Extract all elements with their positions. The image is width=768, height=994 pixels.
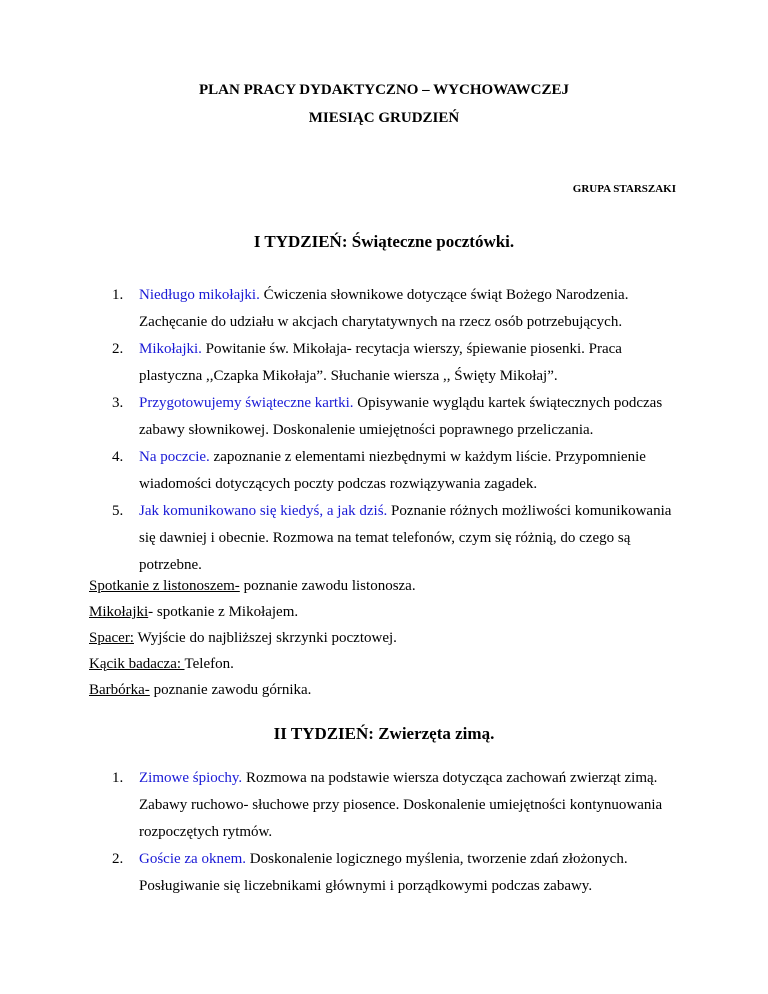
list-item (112, 765, 682, 846)
event-row (89, 651, 416, 677)
event-label: Spacer: (89, 630, 134, 646)
list-item (112, 498, 682, 579)
item-description: Powitanie św. Mikołaja- recytacja wierszy, śpiewanie piosenki. Praca plastyczna ,,Czapka Mikołaja”. Słuchanie wiersza ,, Święty Mikołaj”. (139, 341, 622, 384)
event-text: - spotkanie z Mikołajem. (148, 604, 299, 620)
event-label: Barbórka- (89, 682, 150, 698)
list-item (112, 390, 682, 444)
item-description: zapoznanie z elementami niezbędnymi w każdym liście. Przypomnienie wiadomości dotyczących poczty podczas rozwiązywania zagadek. (139, 449, 646, 492)
event-text: Wyjście do najbliższej skrzynki pocztowej. (133, 630, 397, 646)
item-description: Doskonalenie logicznego myślenia, tworzenie zdań złożonych. Posługiwanie się liczebnikami głównymi i porządkowymi podczas zabawy. (139, 851, 628, 894)
item-number: 4. (112, 449, 124, 465)
item-topic: Goście za oknem. (139, 851, 247, 867)
item-topic: Niedługo mikołajki. (139, 287, 260, 303)
event-text: Telefon. (184, 656, 234, 672)
item-topic: Przygotowujemy świąteczne kartki. (139, 395, 354, 411)
item-description: Rozmowa na podstawie wiersza dotycząca zachowań zwierząt zimą. Zabawy ruchowo- słuchowe przy piosence. Doskonalenie umiejętności kontynuowania rozpoczętych rytmów. (139, 770, 663, 840)
week1-task-list (112, 282, 682, 579)
week1-heading: I TYDZIEŃ: Świąteczne pocztówki. (253, 232, 515, 251)
item-number: 1. (112, 287, 124, 303)
week2-task-list (112, 765, 682, 900)
item-topic: Na poczcie. (139, 449, 210, 465)
item-topic: Jak komunikowano się kiedyś, a jak dziś. (139, 503, 388, 519)
event-row (89, 573, 416, 599)
item-number: 1. (112, 770, 124, 786)
item-description: Ćwiczenia słownikowe dotyczące świąt Bożego Narodzenia. Zachęcanie do udziału w akcjach charytatywnych na rzecz osób potrzebujących. (139, 287, 629, 330)
item-description: Poznanie różnych możliwości komunikowania się dawniej i obecnie. Rozmowa na temat telefonów, czym się różnią, do czego są potrzebne. (139, 503, 672, 573)
event-label: Kącik badacza: (89, 656, 185, 672)
list-item (112, 444, 682, 498)
item-topic: Zimowe śpiochy. (139, 770, 243, 786)
item-topic: Mikołajki. (139, 341, 202, 357)
list-item (112, 336, 682, 390)
event-row (89, 625, 416, 651)
item-description: Opisywanie wyglądu kartek świątecznych podczas zabawy słownikowej. Doskonalenie umiejętności poprawnego przeliczania. (139, 395, 663, 438)
event-label: Mikołajki (89, 604, 149, 620)
item-number: 5. (112, 503, 124, 519)
event-row (89, 599, 416, 625)
event-text: poznanie zawodu górnika. (149, 682, 312, 698)
event-label: Spotkanie z listonoszem- (89, 578, 240, 594)
event-text: poznanie zawodu listonosza. (239, 578, 416, 594)
week2-heading: II TYDZIEŃ: Zwierzęta zimą. (273, 724, 495, 743)
item-number: 2. (112, 341, 124, 357)
list-item (112, 282, 682, 336)
group-label: GRUPA STARSZAKI (572, 183, 676, 195)
list-item (112, 846, 682, 900)
plan-title: PLAN PRACY DYDAKTYCZNO – WYCHOWAWCZEJ (198, 82, 570, 98)
item-number: 2. (112, 851, 124, 867)
events-list (89, 573, 416, 703)
month-title: MIESIĄC GRUDZIEŃ (308, 110, 460, 126)
event-row (89, 677, 416, 703)
item-number: 3. (112, 395, 124, 411)
